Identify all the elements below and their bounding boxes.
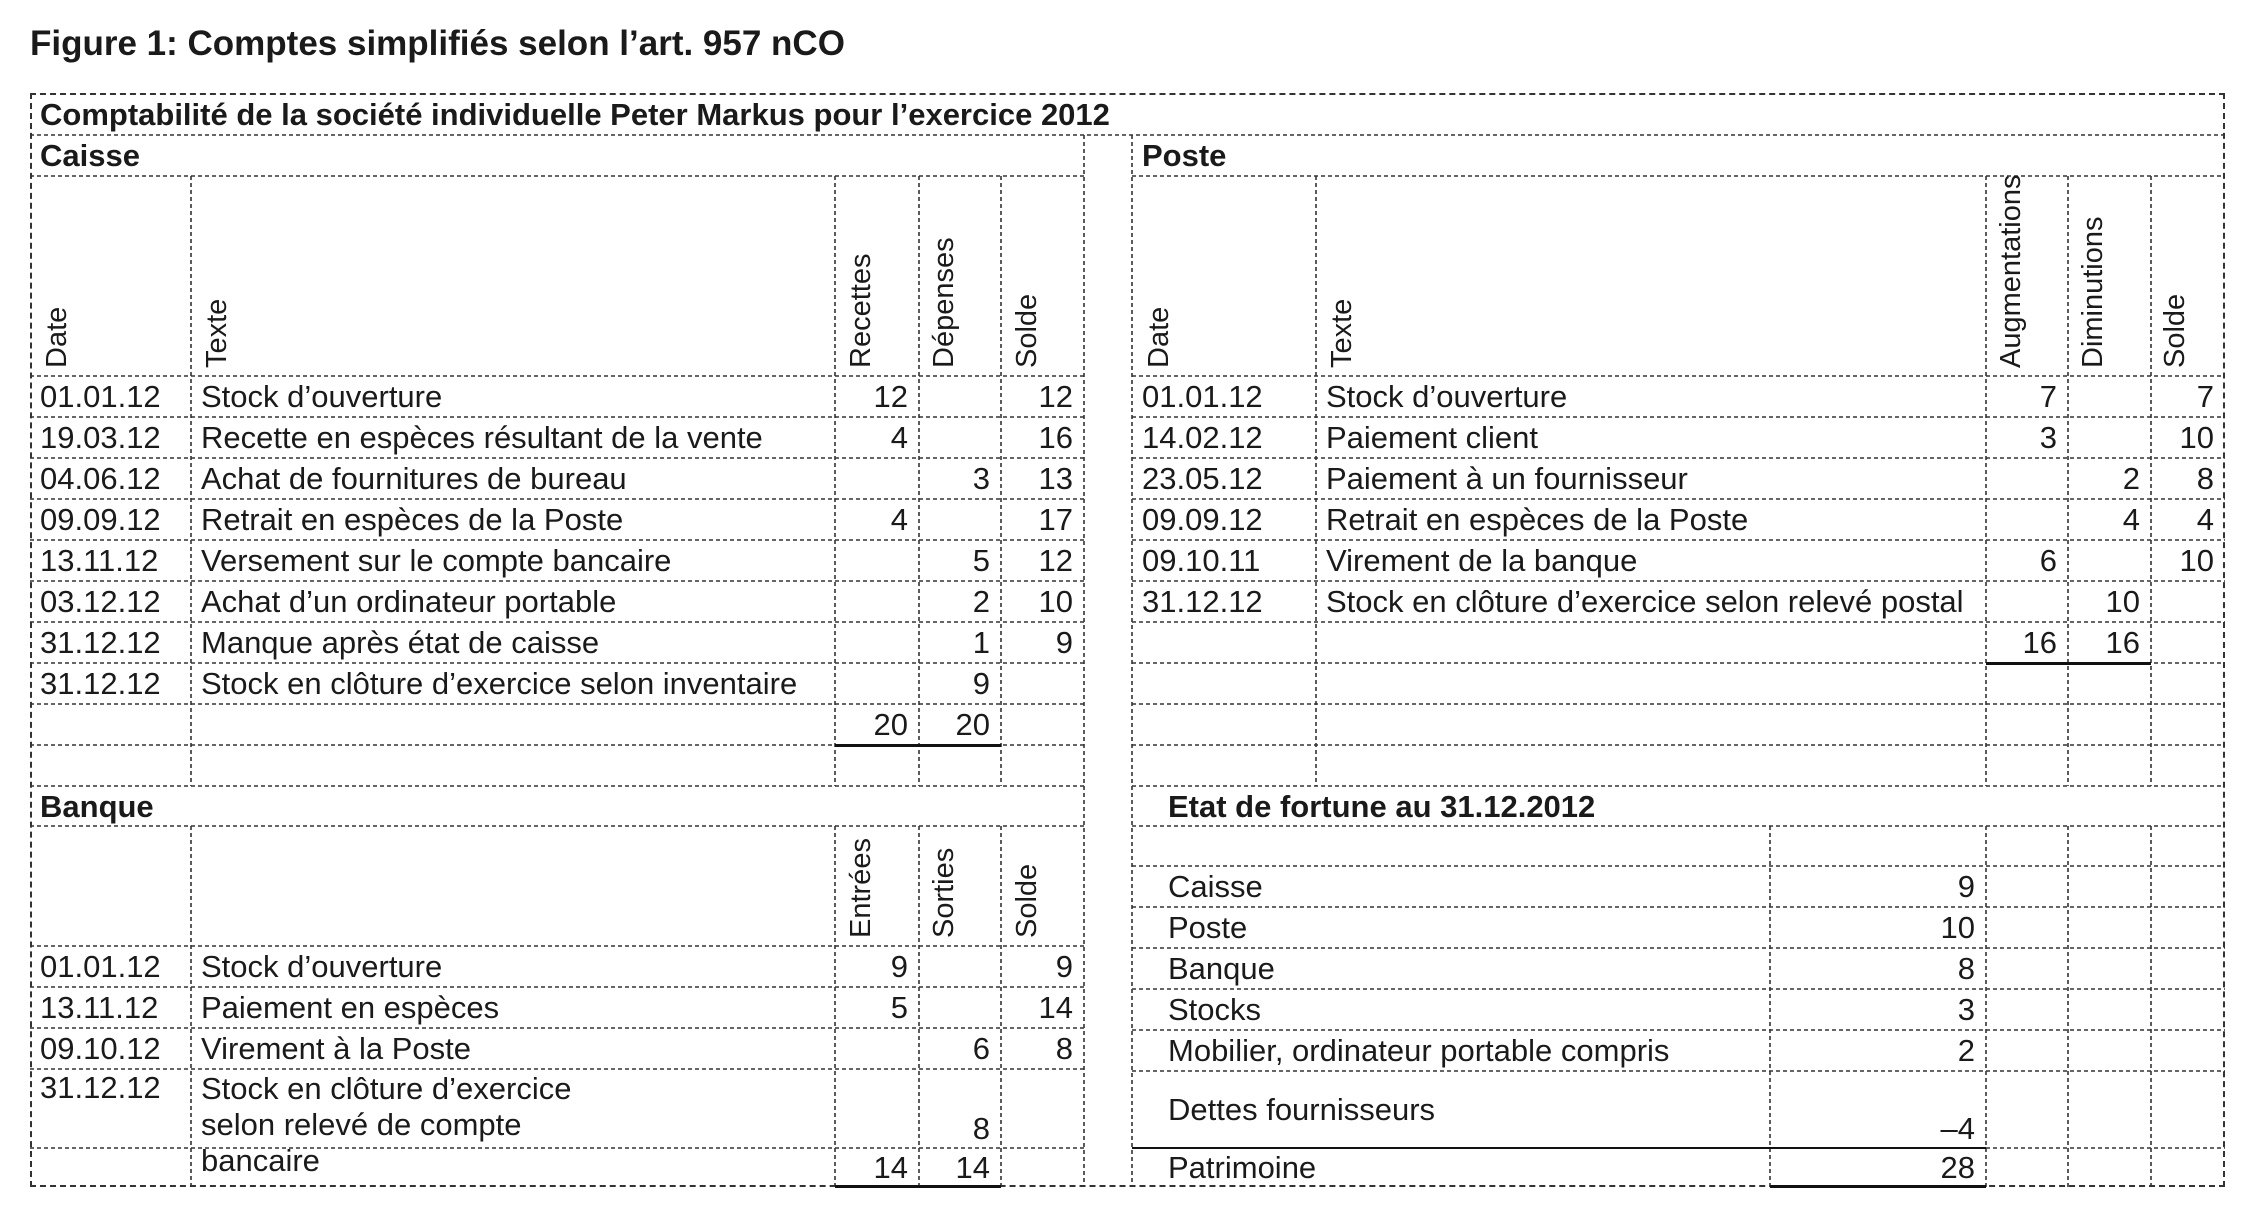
banque-row-text: Stock d’ouverture: [201, 948, 443, 984]
poste-row-diminutions: [2068, 540, 2151, 581]
fortune-row-label: Stocks: [1168, 991, 1262, 1027]
caisse-row-date: 03.12.12: [40, 583, 161, 619]
caisse-row-date: 13.11.12: [40, 542, 159, 578]
caisse-row-text: Achat de fournitures de bureau: [201, 460, 627, 496]
caisse-row-date: 01.01.12: [40, 378, 161, 414]
caisse-row-solde: 12: [1038, 542, 1073, 578]
fortune-total-underline: [1770, 1185, 1986, 1188]
caisse-row-solde: 16: [1038, 419, 1073, 455]
caisse-row-depenses: 9: [972, 665, 990, 701]
fortune-row-label: Caisse: [1168, 868, 1263, 904]
fortune-title: Etat de fortune au 31.12.2012: [1168, 789, 1596, 824]
poste-row-diminutions: 10: [2105, 583, 2140, 619]
fortune-total-label: Patrimoine: [1168, 1149, 1317, 1185]
caisse-row-recettes: [835, 458, 919, 499]
fortune-row-label: Dettes fournisseurs: [1168, 1091, 1436, 1127]
caisse-row-date: 31.12.12: [40, 624, 161, 660]
banque-row-date: 31.12.12: [40, 1070, 161, 1105]
caisse-row-recettes: [835, 581, 919, 622]
poste-row-solde: [2151, 581, 2225, 622]
banque-row-text: Paiement en espèces: [201, 989, 500, 1025]
caisse-row-solde: 17: [1038, 501, 1073, 537]
banque-row-sorties: [919, 946, 1001, 987]
poste-row-solde: 10: [2179, 419, 2214, 455]
poste-row-text: Virement de la banque: [1326, 542, 1638, 578]
banque-row-solde: [1001, 1069, 1084, 1148]
caisse-row-solde: 9: [1055, 624, 1073, 660]
banque-row-date: 13.11.12: [40, 989, 159, 1025]
poste-row-augmentations: [1986, 458, 2068, 499]
caisse-row-date: 19.03.12: [40, 419, 161, 455]
caisse-total-underline: [835, 744, 1001, 747]
banque-total-entrees: 14: [873, 1149, 908, 1185]
banque-row-entrees: 9: [890, 948, 908, 984]
fortune-row-value: 9: [1957, 868, 1975, 904]
caisse-row-date: 09.09.12: [40, 501, 161, 537]
caisse-row-date: 04.06.12: [40, 460, 161, 496]
figure-title: Figure 1: Comptes simplifiés selon l’art. 957 nCO: [30, 24, 845, 63]
caisse-row-solde: 12: [1038, 378, 1073, 414]
caisse-total-recettes: 20: [873, 706, 908, 742]
caisse-header-solde: Solde: [1011, 293, 1043, 368]
poste-row-augmentations: 6: [2039, 542, 2057, 578]
poste-row-date: 09.09.12: [1142, 501, 1263, 537]
caisse-row-recettes: [835, 622, 919, 663]
poste-row-augmentations: 7: [2039, 378, 2057, 414]
caisse-row-recettes: 12: [873, 378, 908, 414]
banque-row-entrees: [835, 1028, 919, 1069]
poste-row-diminutions: [2068, 417, 2151, 458]
poste-row-solde: 10: [2179, 542, 2214, 578]
poste-row-solde: 8: [2196, 460, 2214, 496]
fortune-row-value: 8: [1957, 950, 1975, 986]
caisse-row-depenses: [919, 499, 1001, 540]
caisse-row-text: Recette en espèces résultant de la vente: [201, 419, 763, 455]
banque-title: Banque: [40, 789, 154, 824]
banque-row-entrees: 5: [890, 989, 908, 1025]
fortune-row-label: Mobilier, ordinateur portable compris: [1168, 1032, 1670, 1068]
poste-row-text: Paiement client: [1326, 419, 1538, 455]
banque-row-date: 01.01.12: [40, 948, 161, 984]
fortune-total-value: 28: [1940, 1149, 1975, 1185]
fortune-row-value: 2: [1957, 1032, 1975, 1068]
poste-header-diminutions: Diminutions: [2077, 216, 2109, 368]
banque-row-solde: 9: [1055, 948, 1073, 984]
poste-row-text: Retrait en espèces de la Poste: [1326, 501, 1749, 537]
banque-header-entrees: Entrées: [845, 838, 877, 938]
poste-row-diminutions: [2068, 376, 2151, 417]
banque-header-sorties: Sorties: [928, 847, 960, 938]
caisse-row-depenses: 3: [972, 460, 990, 496]
poste-row-date: 14.02.12: [1142, 419, 1263, 455]
caisse-header-text: Texte: [201, 298, 233, 368]
caisse-row-depenses: 2: [972, 583, 990, 619]
banque-row-solde: 14: [1038, 989, 1073, 1025]
poste-row-date: 23.05.12: [1142, 460, 1263, 496]
caisse-row-solde: [1001, 663, 1084, 704]
caisse-row-recettes: [835, 540, 919, 581]
poste-row-date: 01.01.12: [1142, 378, 1263, 414]
caisse-header-date: Date: [41, 306, 73, 368]
poste-row-text: Stock en clôture d’exercice selon relevé postal: [1326, 583, 1964, 619]
banque-row-text: Virement à la Poste: [201, 1030, 471, 1066]
banque-row-sorties: 6: [972, 1030, 990, 1066]
banque-row-sorties: [919, 987, 1001, 1028]
caisse-row-depenses: [919, 417, 1001, 458]
caisse-row-text: Versement sur le compte bancaire: [201, 542, 672, 578]
caisse-row-solde: 10: [1038, 583, 1073, 619]
table-title: Comptabilité de la société individuelle Peter Markus pour l’exercice 2012: [40, 97, 1110, 132]
fortune-row-label: Poste: [1168, 909, 1248, 945]
poste-header-date: Date: [1143, 306, 1175, 368]
banque-row-solde: 8: [1055, 1030, 1073, 1066]
fortune-row-value: 10: [1940, 909, 1975, 945]
caisse-row-recettes: 4: [890, 419, 908, 455]
caisse-title: Caisse: [40, 138, 140, 173]
banque-row-sorties: 8: [972, 1111, 990, 1146]
poste-total-diminutions: 16: [2105, 624, 2140, 660]
caisse-row-depenses: 1: [972, 624, 990, 660]
banque-row-entrees: [835, 1069, 919, 1148]
fortune-row-value: –4: [1940, 1111, 1975, 1146]
poste-row-text: Stock d’ouverture: [1326, 378, 1568, 414]
caisse-row-recettes: [835, 663, 919, 704]
fortune-row-value: 3: [1957, 991, 1975, 1027]
fortune-row-label: Banque: [1168, 950, 1275, 986]
poste-row-augmentations: 3: [2039, 419, 2057, 455]
caisse-row-recettes: 4: [890, 501, 908, 537]
poste-header-augmentations: Augmentations: [1995, 174, 2027, 368]
poste-row-augmentations: [1986, 499, 2068, 540]
poste-row-augmentations: [1986, 581, 2068, 622]
banque-total-sorties: 14: [955, 1149, 990, 1185]
caisse-row-text: Stock d’ouverture: [201, 378, 443, 414]
caisse-row-depenses: 5: [972, 542, 990, 578]
caisse-row-text: Stock en clôture d’exercice selon inventaire: [201, 665, 798, 701]
caisse-total-depenses: 20: [955, 706, 990, 742]
caisse-row-solde: 13: [1038, 460, 1073, 496]
poste-total-augmentations: 16: [2022, 624, 2057, 660]
caisse-row-date: 31.12.12: [40, 665, 161, 701]
caisse-row-text: Manque après état de caisse: [201, 624, 600, 660]
caisse-row-depenses: [919, 376, 1001, 417]
caisse-row-text: Achat d’un ordinateur portable: [201, 583, 617, 619]
banque-row-date: 09.10.12: [40, 1030, 161, 1066]
caisse-header-depenses: Dépenses: [928, 237, 960, 368]
poste-title: Poste: [1142, 138, 1227, 173]
poste-row-date: 09.10.11: [1142, 542, 1261, 578]
banque-total-underline: [835, 1185, 1001, 1188]
poste-row-diminutions: 4: [2122, 501, 2140, 537]
poste-row-diminutions: 2: [2122, 460, 2140, 496]
poste-row-text: Paiement à un fournisseur: [1326, 460, 1688, 496]
caisse-header-recettes: Recettes: [845, 253, 877, 368]
poste-row-solde: 7: [2196, 378, 2214, 414]
caisse-row-text: Retrait en espèces de la Poste: [201, 501, 624, 537]
poste-row-solde: 4: [2196, 501, 2214, 537]
banque-header-solde: Solde: [1011, 863, 1043, 938]
poste-header-text: Texte: [1326, 298, 1358, 368]
poste-row-date: 31.12.12: [1142, 583, 1263, 619]
poste-header-solde: Solde: [2159, 293, 2191, 368]
banque-row-text: Stock en clôture d’exercice selon relevé de compte bancaire: [201, 1071, 572, 1178]
poste-total-underline: [1986, 662, 2151, 665]
